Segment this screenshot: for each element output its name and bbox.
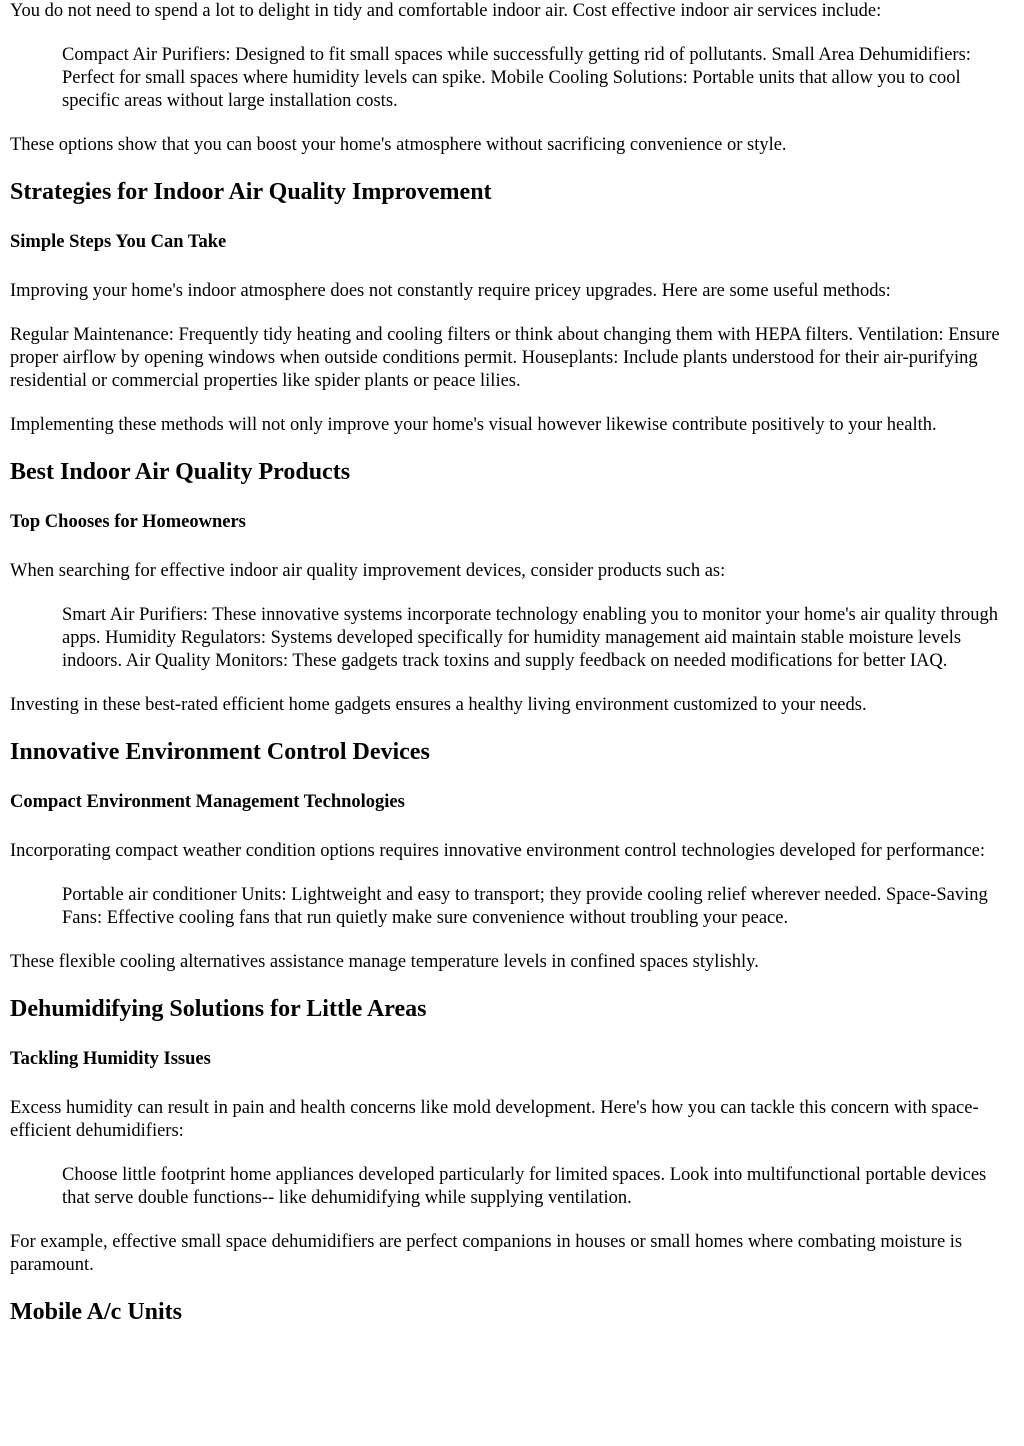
intro-quote: Compact Air Purifiers: Designed to fit small spaces while successfully getting rid of pollutants. Small Area Dehumidifiers: Perfect for small spaces where humidity levels can spike. Mobile Cooling Solutions: Portable units that allow you to cool specific areas without large installation costs.: [62, 45, 971, 111]
section1-paragraph3: Implementing these methods will not only improve your home's visual however likewise contribute positively to your health.: [10, 415, 937, 435]
section3-quote: Portable air conditioner Units: Lightweight and easy to transport; they provide cooling relief wherever needed. Space-Saving Fans: Effective cooling fans that run quietly make sure convenience without troubling your peace.: [62, 885, 988, 928]
section1-heading: Strategies for Indoor Air Quality Improvement: [10, 179, 492, 205]
section4-subheading: Tackling Humidity Issues: [10, 1049, 211, 1069]
section4-closing: For example, effective small space dehumidifiers are perfect companions in houses or small homes where combating moisture is paramount.: [10, 1232, 963, 1275]
section2-closing: Investing in these best-rated efficient home gadgets ensures a healthy living environment customized to your needs.: [10, 695, 867, 715]
intro-closing: These options show that you can boost your home's atmosphere without sacrificing convenience or style.: [10, 135, 787, 155]
section2-quote: Smart Air Purifiers: These innovative systems incorporate technology enabling you to monitor your home's air quality through apps. Humidity Regulators: Systems developed specifically for humidity management aid maintain stable moisture levels indoors. Air Quality Monitors: These gadgets track toxins and supply feedback on needed modifications for better IAQ.: [62, 605, 999, 671]
section2-paragraph1: When searching for effective indoor air quality improvement devices, consider products such as:: [10, 561, 726, 581]
section1-paragraph2: Regular Maintenance: Frequently tidy heating and cooling filters or think about changing them with HEPA filters. Ventilation: Ensure proper airflow by opening windows when outside conditions permit. Houseplants: Include plants understood for their air-purifying residential or commercial properties like spider plants or peace lilies.: [10, 325, 1000, 391]
section1-subheading: Simple Steps You Can Take: [10, 232, 227, 252]
section1-paragraph1: Improving your home's indoor atmosphere does not constantly require pricey upgrades. Here are some useful methods:: [10, 281, 891, 301]
section4-paragraph1: Excess humidity can result in pain and health concerns like mold development. Here's how you can tackle this concern with space-efficient dehumidifiers:: [10, 1098, 979, 1141]
section4-heading: Dehumidifying Solutions for Little Areas: [10, 996, 427, 1022]
section3-closing: These flexible cooling alternatives assistance manage temperature levels in confined spaces stylishly.: [10, 952, 759, 972]
section5-heading: Mobile A/c Units: [10, 1299, 182, 1325]
section2-subheading: Top Chooses for Homeowners: [10, 512, 246, 532]
section3-heading: Innovative Environment Control Devices: [10, 739, 430, 765]
section3-subheading: Compact Environment Management Technologies: [10, 792, 405, 812]
section4-quote: Choose little footprint home appliances developed particularly for limited spaces. Look into multifunctional portable devices that serve double functions-- like dehumidifying while supplying ventilation.: [62, 1165, 987, 1208]
section2-heading: Best Indoor Air Quality Products: [10, 459, 351, 485]
section3-paragraph1: Incorporating compact weather condition options requires innovative environment control technologies developed for performance:: [10, 841, 986, 861]
intro-paragraph: You do not need to spend a lot to delight in tidy and comfortable indoor air. Cost effective indoor air services include:: [10, 1, 882, 21]
